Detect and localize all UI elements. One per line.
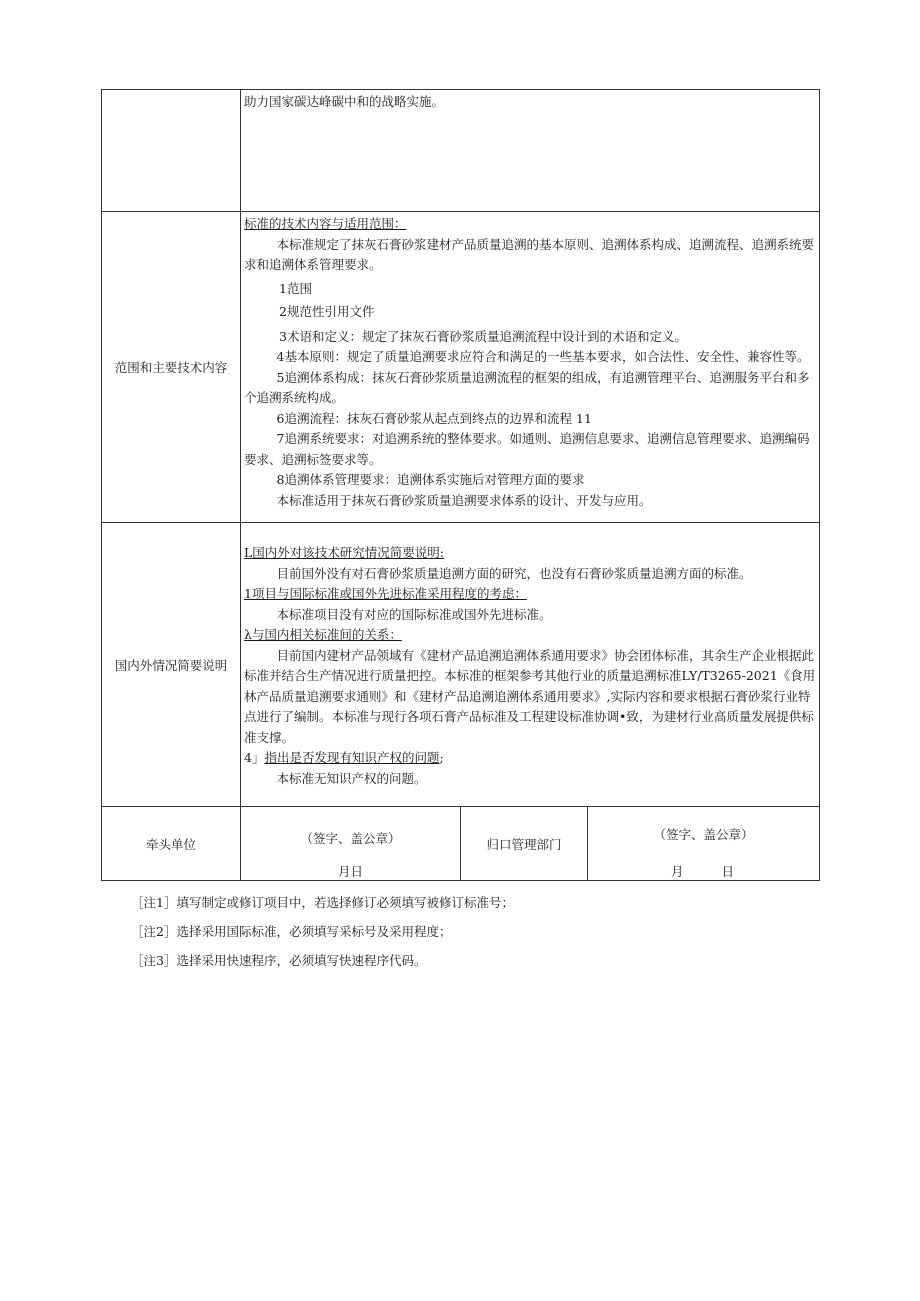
domestic-text-3: 目前国内建材产品领域有《建材产品追溯追溯体系通用要求》协会团体标准，其余生产企业根据此标准并结合生产情况进行质量把控。本标准的框架参考其他行业的质量追溯标准LY/T3265-2021《食用林产品质量追溯要求通则》和《建材产品追溯追溯体系通用要求》,实际内容和要求根据石膏砂浆行业特点进行了编制。本标准与现行各项石膏产品标准及工程建设标准协调•致，为建材行业高质量发展提供标准支撑。 [244, 647, 816, 745]
scope-label: 范围和主要技术内容 [102, 212, 241, 523]
scope-intro: 本标准规定了抹灰石膏砂浆建材产品质量追溯的基本原则、追溯体系构成、追溯流程、追溯系统要求和追溯体系管理要求。 [244, 236, 815, 272]
domestic-text-2: 本标准项目没有对应的国际标准或国外先进标准。 [276, 606, 552, 622]
footnote-1: ［注1］填写制定或修订项目中，若选择修订必须填写被修订标准号； [131, 895, 514, 910]
scope-item-4: 4基本原则：规定了质量追溯要求应符合和满足的一些基本要求，如合法性、安全性、兼容性等。 [276, 349, 810, 364]
purpose-label [102, 90, 241, 212]
domestic-heading-2: 1项目与国际标准或国外先进标准采用程度的考虑： [244, 586, 527, 601]
purpose-content [241, 90, 820, 212]
dept-sign-cell [588, 807, 820, 881]
domestic-text-1: 目前国外没有对石膏砂浆质量追溯方面的研究，也没有石膏砂浆质量追溯方面的标准。 [276, 565, 752, 581]
footnote-2: ［注2］选择采用国际标准，必须填写采标号及采用程度； [131, 924, 452, 939]
row-scope [102, 212, 820, 523]
domestic-content [241, 523, 820, 807]
scope-heading: 标准的技术内容与适用范围： [244, 216, 407, 231]
lead-unit-date: 月日 [337, 864, 363, 879]
domestic-text-4: 本标准无知识产权的问题。 [276, 770, 427, 786]
domestic-heading-4 [244, 748, 817, 769]
domestic-label: 国内外情况简要说明 [102, 523, 241, 807]
scope-content [241, 212, 820, 523]
domestic-heading-4-text: 指出是否发现有知识产权的问题 [264, 750, 440, 765]
scope-item-8: 8追溯体系管理要求：追溯体系实施后对管理方面的要求 [276, 472, 585, 487]
lead-unit-label: 牵头单位 [102, 807, 241, 881]
project-form-table [101, 89, 820, 881]
row-signature [102, 807, 820, 881]
dept-date-day: 日 [721, 864, 735, 879]
scope-item-6: 6追溯流程：抹灰石膏砂浆从起点到终点的边界和流程 11 [276, 410, 592, 426]
domestic-heading-3: λ与国内相关标准间的关系： [244, 627, 402, 642]
footnote-3: ［注3］选择采用快速程序，必须填写快速程序代码。 [131, 953, 427, 968]
dept-label: 归口管理部门 [461, 807, 588, 881]
domestic-heading-1: L国内外对该技术研究情况简要说明: [244, 545, 445, 560]
dept-date [588, 862, 819, 880]
scope-item-2: 2规范性引用文件 [279, 304, 375, 319]
dept-sign-text: （签字、盖公章） [653, 827, 754, 842]
footnotes [131, 888, 811, 975]
lead-unit-sign-text: （签字、盖公章） [300, 831, 401, 846]
scope-item-5: 5追溯体系构成：抹灰石膏砂浆质量追溯流程的框架的组成，有追溯管理平台、追溯服务平台和多个追溯系统构成。 [244, 369, 810, 405]
domestic-heading-4-prefix: 4」 [244, 750, 265, 765]
row-purpose [102, 90, 820, 212]
purpose-text: 助力国家碳达峰碳中和的战略实施。 [244, 94, 445, 109]
lead-unit-sign-cell [241, 807, 461, 881]
scope-item-3: 3术语和定义：规定了抹灰石膏砂浆质量追溯流程中设计到的术语和定义。 [279, 328, 687, 344]
row-domestic [102, 523, 820, 807]
scope-item-1: 1范围 [279, 280, 312, 296]
domestic-heading-4-suffix: ; [439, 750, 444, 765]
dept-date-month: 月 [671, 864, 684, 879]
scope-item-7: 7追溯系统要求：对追溯系统的整体要求。如通则、追溯信息要求、追溯信息管理要求、追溯编码要求、追溯标签要求等。 [244, 431, 810, 467]
scope-item-applicability: 本标准适用于抹灰石膏砂浆质量追溯要求体系的设计、开发与应用。 [276, 492, 652, 508]
